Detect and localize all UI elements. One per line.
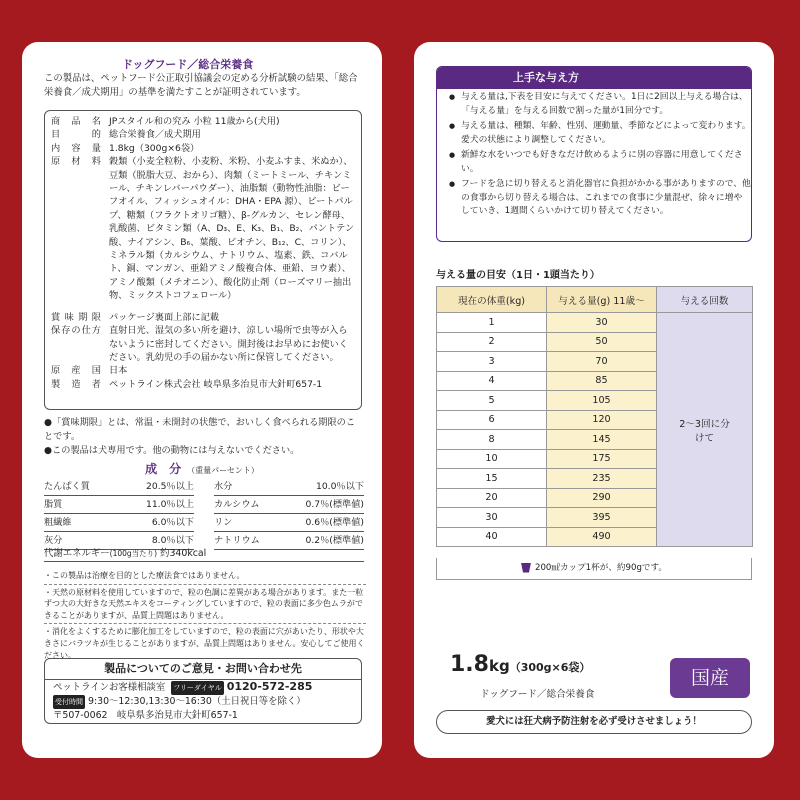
contact-line (45, 680, 361, 695)
spec-row (51, 364, 355, 377)
spec-value: ペットライン株式会社 岐阜県多治見市大針町657-1 (109, 378, 323, 390)
contact-line (45, 695, 361, 709)
weight-value: 1.8 (450, 652, 489, 677)
spec-value: パッケージ裏面上部に記載 (109, 311, 220, 323)
left-title: ドッグフード／総合栄養食 (122, 58, 254, 71)
energy-value: 約340kcal (160, 548, 207, 559)
weight-cell: 3 (437, 352, 547, 372)
amount-cell: 490 (547, 527, 657, 547)
feeding-guide-title: 与える量の目安（1日・1頭当たり） (436, 270, 600, 281)
expiry-notes (44, 416, 364, 458)
amount-cell: 30 (547, 313, 657, 333)
ingredient-name: カルシウム (214, 499, 260, 510)
column-header: 現在の体重(kg) (437, 287, 547, 313)
frequency-text: 2～3回に分けて (679, 418, 730, 444)
spec-label: 目的 (51, 129, 101, 141)
weight-cell: 30 (437, 508, 547, 528)
energy-label: 代謝エネルギー (44, 548, 110, 559)
cup-note (436, 558, 752, 580)
spec-row (51, 142, 355, 155)
ingredient-row (214, 532, 364, 550)
ingredients-title: 成 分 (145, 462, 182, 476)
spec-row (51, 378, 355, 391)
ingredient-value: 11.0％以上 (145, 499, 194, 510)
weight-cell: 1 (437, 313, 547, 333)
caution-notes (44, 570, 366, 661)
ingredient-value: 20.5％以上 (145, 481, 194, 492)
spec-row (51, 155, 355, 302)
amount-cell: 175 (547, 449, 657, 469)
feeding-tips-box (436, 66, 752, 242)
amount-cell: 235 (547, 469, 657, 489)
frequency-cell (657, 313, 753, 547)
cup-note-text: 200㎖カップ1杯が、約90gです。 (534, 563, 668, 573)
weight-unit: kg (488, 657, 510, 675)
spec-label: 賞味期限 (51, 311, 101, 323)
ingredients-heading (22, 458, 382, 477)
divider (44, 623, 366, 624)
spec-value: 1.8kg（300g×6袋） (109, 142, 200, 154)
table-header-row (437, 287, 753, 313)
feeding-table (436, 286, 753, 547)
contact-address: 〒507-0062 岐阜県多治見市大針町657-1 (53, 710, 238, 721)
ingredient-name: ナトリウム (214, 535, 260, 546)
ingredient-value: 6.0％以下 (151, 517, 194, 528)
spec-label: 原産国 (51, 365, 101, 377)
ingredient-name: 水分 (214, 481, 233, 492)
spec-row (51, 311, 355, 324)
amount-cell: 70 (547, 352, 657, 372)
ingredients-unit: （重量パーセント） (187, 466, 259, 475)
spec-value: 直射日光、湿気の多い所を避け、涼しい場所で虫等が入らないように密封してください。開封後はお早めにお使いください。乳幼児の手の届かない所に保管してください。 (109, 325, 348, 363)
ingredient-value: 0.6％(標準値) (305, 517, 364, 528)
ingredients-table-left (44, 478, 194, 550)
spec-label: 内容量 (51, 142, 101, 154)
weight-cell: 6 (437, 410, 547, 430)
divider (44, 584, 366, 585)
column-header: 与える量(g) 11歳～ (547, 287, 657, 313)
weight-cell: 5 (437, 391, 547, 411)
amount-cell: 85 (547, 371, 657, 391)
spec-label: 原材料 (51, 156, 101, 168)
tip-item: ● 新鮮な水をいつでも好きなだけ飲めるように別の容器に用意してください。 (437, 149, 751, 176)
spec-value: 穀類（小麦全粒粉、小麦粉、米粉、小麦ふすま、米ぬか）、豆類（脱脂大豆、おから）、肉類（ミートミール、チキンミール、チキンレバーパウダー）、油脂類（動物性油脂：ビーフオイル、フィッシュオイル：DHA・EPA 源）、ビートパルプ、糖類（フラクトオリゴ糖）、β-グルカン、セレン酵母、乳酸菌、ビタミン類（A、D₃、E、K₃、B₁、B₂、パントテン酸、ナイアシン、B₆、葉酸、ビオチン、B₁₂、C、コリン）、ミネラル類（カルシウム、ナトリウム、塩素、鉄、コバルト、銅、マンガン、亜鉛アミノ酸複合体、亜鉛、ヨウ素）、アミノ酸類（メチオニン）、酸化防止剤（ローズマリー抽出物、ミックストコフェロール） (109, 156, 355, 302)
spec-label: 保存の仕方 (51, 325, 101, 337)
spec-label: 製造者 (51, 378, 101, 390)
amount-cell: 50 (547, 332, 657, 352)
weight-cell: 20 (437, 488, 547, 508)
table-row (437, 313, 753, 333)
ingredient-row (214, 496, 364, 514)
contact-hours: 9:30〜12:30,13:30〜16:30（土日祝日等を除く） (88, 696, 306, 707)
ingredient-name: 灰分 (44, 535, 63, 546)
right-panel (414, 42, 774, 758)
intro-text: この製品は、ペットフード公正取引協議会の定める分析試験の結果、「総合栄養食／成犬期用」の基準を満たすことが証明されています。 (44, 73, 358, 98)
spec-value: 総合栄養食／成犬期用 (109, 129, 201, 141)
spec-value: JPスタイル和の究み 小粒 11歳から(犬用) (109, 116, 280, 127)
weight-cell: 8 (437, 430, 547, 450)
amount-cell: 395 (547, 508, 657, 528)
column-header: 与える回数 (657, 287, 753, 313)
divider (44, 561, 364, 562)
cup-icon (521, 563, 531, 573)
ingredient-value: 10.0％以下 (315, 481, 364, 492)
weight-cell: 10 (437, 449, 547, 469)
spec-box (44, 110, 362, 410)
rabies-notice: 愛犬には狂犬病予防注射を必ず受けさせましょう！ (436, 710, 752, 734)
amount-cell: 120 (547, 410, 657, 430)
ingredient-value: 0.7％(標準値) (305, 499, 364, 510)
tips-title: 上手な与え方 (437, 67, 751, 89)
tip-item: ● 与える量は、種類、年齢、性別、運動量、季節などによって変わります。愛犬の状態により調整してください。 (437, 120, 751, 147)
hours-label: 受付時間 (53, 695, 85, 709)
caution-line: ・この製品は治療を目的とした療法食ではありません。 (44, 571, 245, 580)
amount-cell: 105 (547, 391, 657, 411)
ingredient-row (214, 478, 364, 496)
spec-row (51, 324, 355, 364)
spec-value: 日本 (109, 365, 128, 377)
ingredient-name: リン (214, 517, 233, 528)
note-line: ●「賞味期限」とは、常温・未開封の状態で、おいしく食べられる期限のことです。 (44, 417, 356, 442)
ingredient-row (44, 478, 194, 496)
weight-cell: 15 (437, 469, 547, 489)
spec-label: 商品名 (51, 116, 101, 127)
weight-cell: 2 (437, 332, 547, 352)
net-weight (450, 652, 590, 677)
tip-item: ● フードを急に切り替えると消化器官に負担がかかる事がありますので、他の食事から切り替える場合は、これまでの食事に少量混ぜ、徐々に増やしていき、1週間くらいかけて切り替えてください。 (437, 178, 751, 219)
ingredient-name: 脂質 (44, 499, 63, 510)
weight-detail: （300g×6袋） (509, 661, 591, 674)
caution-line: ・天然の原材料を使用していますので、粒の色調に差異がある場合があります。また一粒ずつ大の大好きな天然エキスをコーティングしていますので、粒の表面に多少色ムラができることがありますが、品質上問題はありません。 (44, 587, 364, 620)
ingredient-value: 8.0％以下 (151, 535, 194, 546)
note-line: ●この製品は犬専用です。他の動物には与えないでください。 (44, 445, 300, 456)
ingredient-row (44, 514, 194, 532)
ingredient-name: 粗繊維 (44, 517, 72, 528)
amount-cell: 290 (547, 488, 657, 508)
ingredient-name: たんぱく質 (44, 481, 90, 492)
ingredients-table-right (214, 478, 364, 550)
weight-cell: 40 (437, 527, 547, 547)
ingredient-row (44, 496, 194, 514)
contact-title: 製品についてのご意見・お問い合わせ先 (45, 659, 361, 680)
caution-line: ・消化をよくするために膨化加工をしていますので、粒の表面に穴があいたり、形状や大きさにバラツキが生じることがありますが、品質上問題はありません。安心してご使用ください。 (44, 627, 365, 660)
amount-cell: 145 (547, 430, 657, 450)
ingredient-value: 0.2％(標準値) (305, 535, 364, 546)
energy-sub: (100g当たり) (109, 549, 158, 558)
spec-row (51, 128, 355, 141)
weight-cell: 4 (437, 371, 547, 391)
left-panel (22, 42, 382, 758)
contact-phone[interactable]: 0120-572-285 (226, 680, 313, 693)
tip-item: ● 与える量は,下表を目安に与えてください。1日に2回以上与える場合は、「与える量」を与える回数で割った量が1回分です。 (437, 91, 751, 118)
energy-line (44, 545, 206, 559)
ingredient-row (214, 514, 364, 532)
spec-row (51, 115, 355, 128)
product-subname: ドッグフード／総合栄養食 (480, 689, 595, 700)
origin-badge: 国産 (670, 658, 750, 698)
freedial-icon: フリーダイヤル (171, 681, 224, 695)
contact-box (44, 658, 362, 724)
spec-spacer (51, 303, 355, 311)
contact-name: ペットラインお客様相談室 (53, 682, 166, 693)
